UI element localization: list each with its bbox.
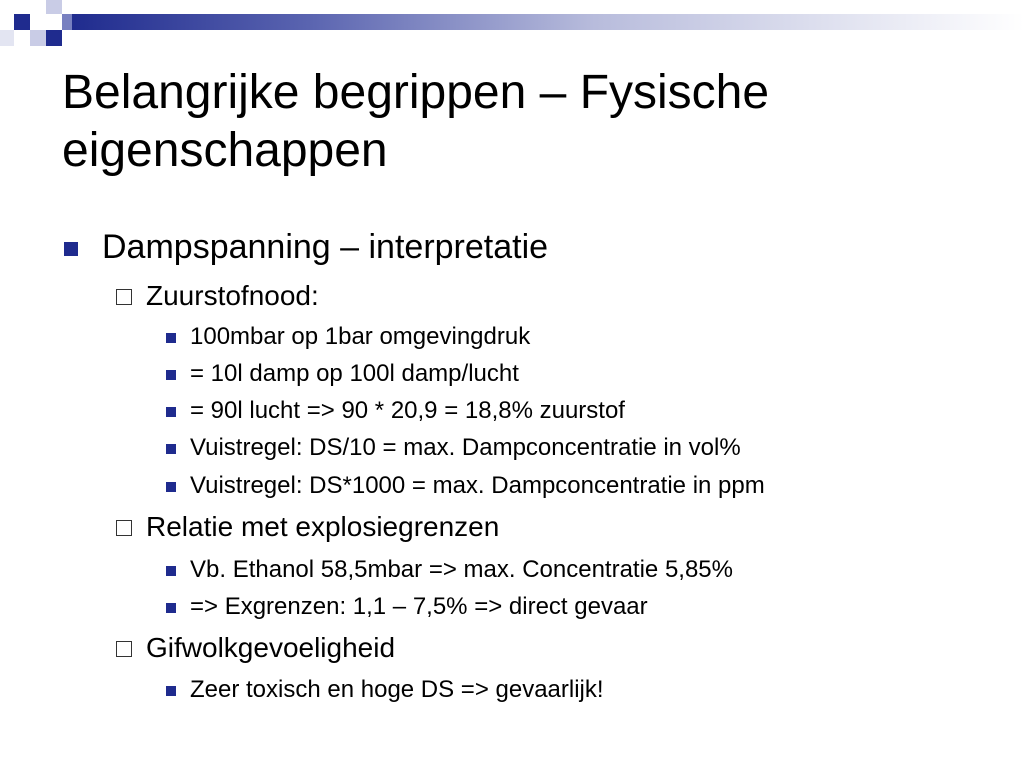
bullet-square-icon [166,333,176,343]
header-gradient-bar [70,14,1024,30]
subheading-zuurstofnood: Zuurstofnood: [146,280,319,311]
bullet-square-icon [166,566,176,576]
bullet-square-icon [64,242,78,256]
checkbox-bullet-icon [116,289,132,305]
bullet-square-icon [166,482,176,492]
list-item: 100mbar op 1bar omgevingdruk [190,323,531,350]
list-item: => Exgrenzen: 1,1 – 7,5% => direct gevaar [190,593,648,620]
slide-title: Belangrijke begrippen – Fysische eigenschappen [62,66,770,177]
bullet-level1: Dampspanning – interpretatie [102,228,549,266]
list-item: = 10l damp op 100l damp/lucht [190,360,519,387]
bullet-square-icon [166,444,176,454]
decor-square [46,0,62,14]
decor-square [14,14,30,30]
subheading-explosiegrenzen: Relatie met explosiegrenzen [146,511,500,542]
bullet-square-icon [166,603,176,613]
list-item: Vb. Ethanol 58,5mbar => max. Concentratie 5,85% [190,556,733,583]
list-item: Zeer toxisch en hoge DS => gevaarlijk! [190,676,604,703]
decorative-header-band [0,0,1024,48]
decor-square [0,30,14,46]
checkbox-bullet-icon [116,520,132,536]
bullet-square-icon [166,407,176,417]
bullet-square-icon [166,370,176,380]
decor-square [46,30,62,46]
list-item: Vuistregel: DS/10 = max. Dampconcentratie in vol% [190,434,741,461]
bullet-square-icon [166,686,176,696]
list-item: = 90l lucht => 90 * 20,9 = 18,8% zuurstof [190,397,625,424]
decor-square [62,14,72,30]
decor-square [30,30,46,46]
subheading-gifwolk: Gifwolkgevoeligheid [146,632,396,663]
list-item: Vuistregel: DS*1000 = max. Dampconcentratie in ppm [190,472,765,499]
checkbox-bullet-icon [116,641,132,657]
